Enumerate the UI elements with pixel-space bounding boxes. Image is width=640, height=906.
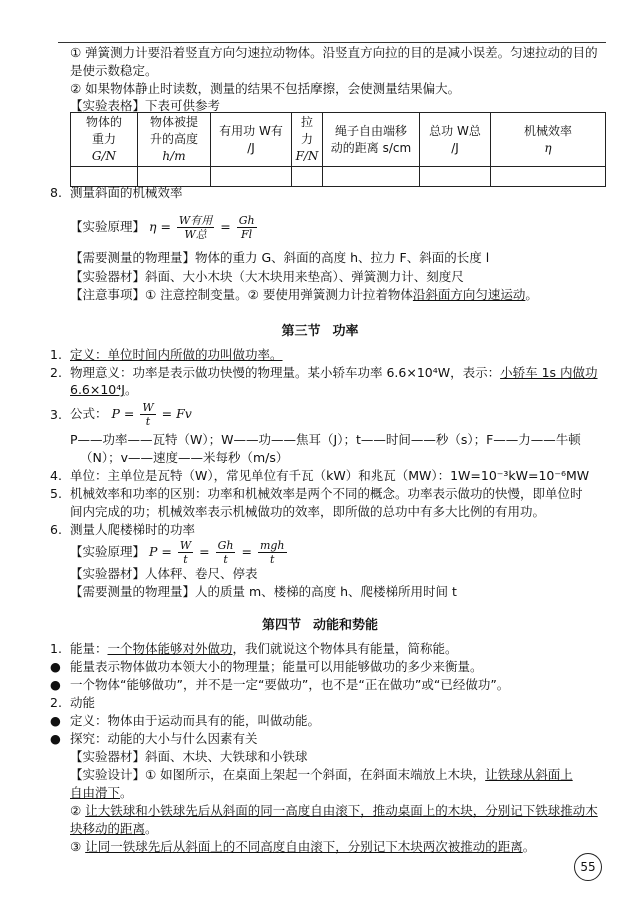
power-meaning: 物理意义：功率是表示做功快慢的物理量。某小轿车功率 6.6×10⁴W，表示：小轿车 1s 内做功: [70, 365, 598, 380]
energy-definition: 能量：一个物体能够对外做功，我们就说这个物体具有能量，简称能。: [70, 641, 458, 656]
table-header-row: [71, 113, 606, 167]
table-cell: [420, 167, 491, 187]
stair-equipment: 【实验器材】人体秤、卷尺、停表: [70, 566, 258, 581]
stair-power-title: 测量人爬楼梯时的功率: [70, 522, 196, 537]
bullet-4: ●: [50, 731, 61, 746]
table-cell: [491, 167, 606, 187]
para-line-2: 是使示数稳定。: [70, 63, 158, 78]
item-5-number: 5.: [50, 486, 62, 501]
efficiency-vs-power-2: 间内完成的功；机械效率表示机械做功的效率，即所做的总功中有多大比例的有用功。: [70, 504, 546, 519]
fraction-w: $\frac{\text{W有用}}{\text{W总}}$: [178, 214, 213, 241]
power-units: 单位：主单位是瓦特（W），常见单位有千瓦（kW）和兆瓦（MW）：1W=10⁻³kW=10⁻⁶MW: [70, 468, 590, 483]
kinetic-design-step-2: ② 让大铁球和小铁球先后从斜面的同一高度自由滚下，推动桌面上的木块，分别记下铁球推动木: [70, 803, 598, 818]
table-caption: 【实验表格】下表可供参考: [70, 98, 221, 113]
header-cell-height: 物体被提 升的高度 h/m: [138, 113, 211, 167]
item-8-quantities: 【需要测量的物理量】物体的重力 G、斜面的高度 h、拉力 F、斜面的长度 l: [70, 250, 490, 265]
stair-quantities: 【需要测量的物理量】人的质量 m、楼梯的高度 h、爬楼梯所用时间 t: [70, 584, 457, 599]
bullet-1: ●: [50, 659, 61, 674]
kinetic-design-step-3: ③ 让同一铁球先后从斜面上的不同高度自由滚下，分别记下木块两次被推动的距离。: [70, 839, 536, 854]
s4-item-1-number: 1.: [50, 641, 62, 656]
header-cell-pull-force: 拉 力 F/N: [292, 113, 323, 167]
power-formula: 公式： P = $\frac{W}{t}$ = Fv: [70, 401, 192, 428]
table-cell: [211, 167, 292, 187]
table-cell: [292, 167, 323, 187]
formula-symbols-line1: P——功率——瓦特（W）；W——功——焦耳（J）；t——时间——秒（s）；F——力——牛顿: [70, 432, 581, 447]
can-do-work-note: 一个物体“能够做功”，并不是一定“要做功”，也不是“正在做功”或“已经做功”。: [70, 677, 510, 692]
kinetic-explore: 探究：动能的大小与什么因素有关: [70, 731, 258, 746]
power-meaning-cont: 6.6×10⁴J。: [70, 382, 138, 397]
kinetic-design-step-1: 【实验设计】① 如图所示，在桌面上架起一个斜面，在斜面末端放上木块，让铁球从斜面上: [70, 767, 573, 782]
section-4-title: 第四节 动能和势能: [261, 618, 379, 633]
item-8-notes: 【注意事项】① 注意控制变量。② 要使用弹簧测力计拉着物体沿斜面方向匀速运动。: [70, 287, 538, 302]
item-1-number: 1.: [50, 347, 62, 362]
energy-measure: 能量表示物体做功本领大小的物理量；能量可以用能够做功的多少来衡量。: [70, 659, 483, 674]
page-number: 55: [574, 853, 602, 881]
header-cell-weight: 物体的 重力 G/N: [71, 113, 138, 167]
efficiency-vs-power-1: 机械效率和功率的区别：功率和机械效率是两个不同的概念。功率表示做功的快慢，即单位时: [70, 486, 583, 501]
experiment-table: [70, 112, 606, 187]
stair-power-formula: 【实验原理】 P = $\frac{W}{t}$ = $\frac{Gh}{t}$ = $\frac{\text{mgh}}{t}$: [70, 539, 285, 566]
para-line-3: ② 如果物体静止时读数，测量的结果不包括摩擦，会使测量结果偏大。: [70, 81, 461, 96]
header-cell-total-work: 总功 W总 /J: [420, 113, 491, 167]
item-3-number: 3.: [50, 407, 62, 422]
bullet-3: ●: [50, 713, 61, 728]
item-8-number: 8.: [50, 185, 62, 200]
item-8-equipment: 【实验器材】斜面、大小木块（大木块用来垫高）、弹簧测力计、刻度尺: [70, 269, 464, 284]
kinetic-equipment: 【实验器材】斜面、木块、大铁球和小铁球: [70, 749, 308, 764]
section-3-title: 第三节 功率: [281, 324, 359, 339]
table-cell: [323, 167, 420, 187]
para-line-1: ① 弹簧测力计要沿着竖直方向匀速拉动物体。沿竖直方向拉的目的是减小误差。匀速拉动的目的: [70, 45, 598, 60]
kinetic-design-step-1-cont: 自由滑下。: [70, 785, 133, 800]
item-8-title: 测量斜面的机械效率: [70, 185, 183, 200]
fraction-gh-fl: $\frac{Gh}{Fl}$: [238, 214, 255, 241]
bullet-2: ●: [50, 677, 61, 692]
power-definition: 定义：单位时间内所做的功叫做功率。: [70, 347, 283, 362]
s4-item-2-number: 2.: [50, 695, 62, 710]
formula-symbols-line2: （N）；v——速度——米每秒（m/s）: [80, 450, 289, 465]
kinetic-definition: 定义：物体由于运动而具有的能，叫做动能。: [70, 713, 321, 728]
top-rule: [58, 42, 606, 43]
kinetic-energy-heading: 动能: [70, 695, 96, 710]
item-6-number: 6.: [50, 522, 62, 537]
header-cell-rope-distance: 绳子自由端移 动的距离 s/cm: [323, 113, 420, 167]
eta-symbol: η =: [149, 219, 171, 234]
kinetic-design-step-2-cont: 块移动的距离。: [70, 821, 158, 836]
item-4-number: 4.: [50, 468, 62, 483]
header-cell-efficiency: 机械效率 η: [491, 113, 606, 167]
principle-label: 【实验原理】: [70, 219, 146, 234]
header-cell-useful-work: 有用功 W有 /J: [211, 113, 292, 167]
incline-efficiency-formula: 【实验原理】 η = $\frac{\text{W有用}}{\text{W总}}$ = $\frac{Gh}{Fl}$: [70, 214, 255, 241]
item-2-number: 2.: [50, 365, 62, 380]
